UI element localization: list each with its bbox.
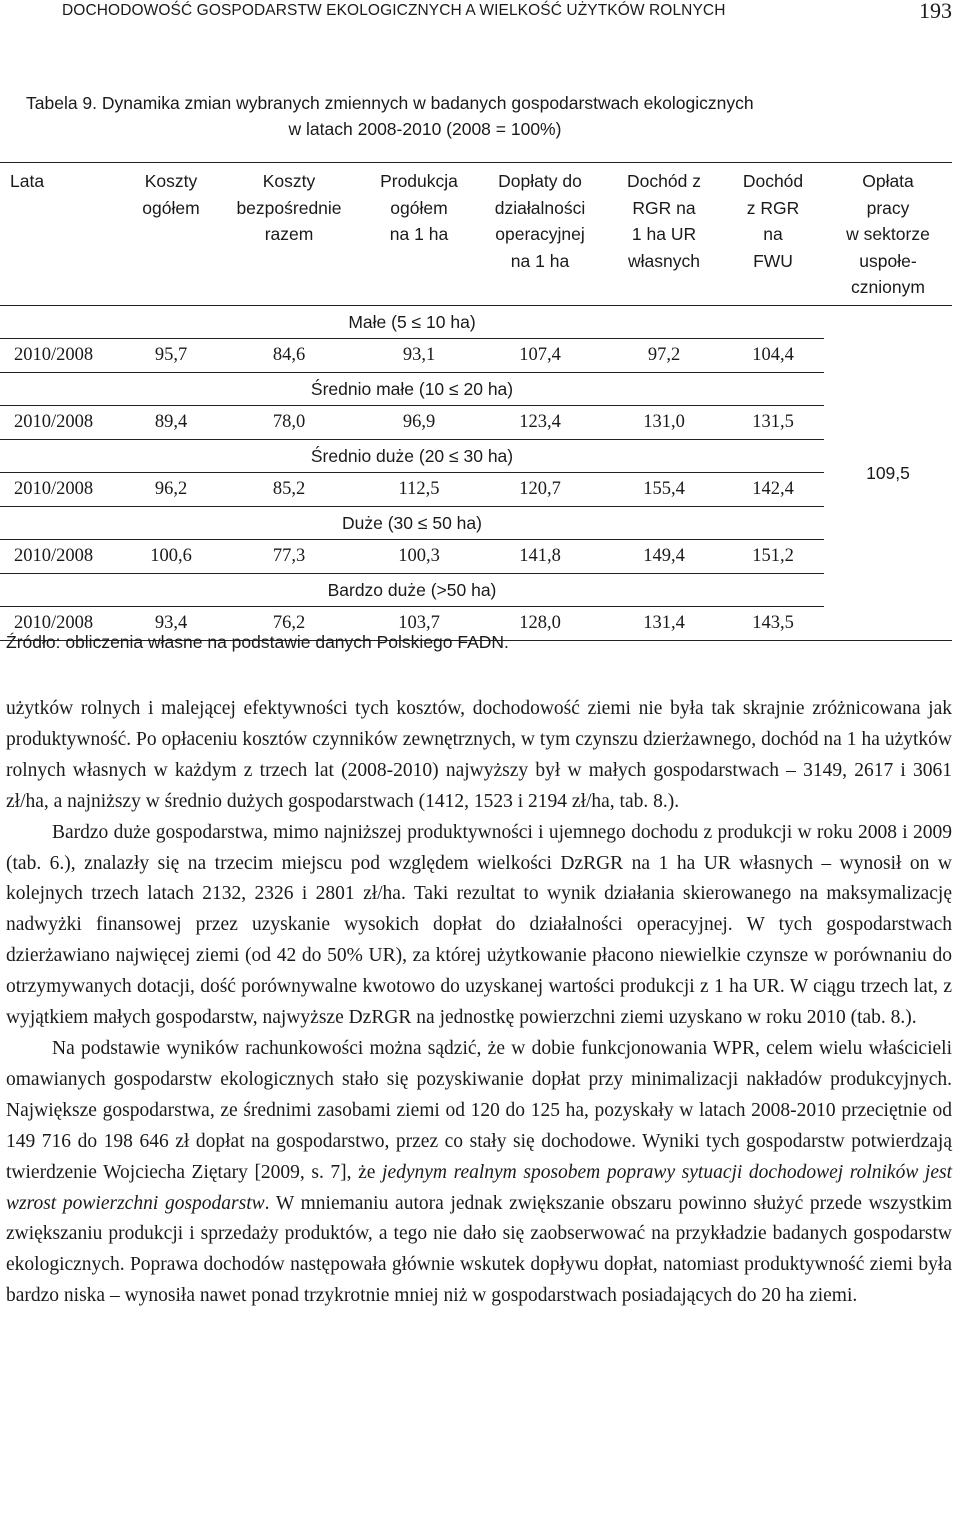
value-cell: 107,4 <box>474 338 606 372</box>
running-header: DOCHODOWOŚĆ GOSPODARSTW EKOLOGICZNYCH A WIELKOŚĆ UŻYTKÓW ROLNYCH <box>62 2 726 19</box>
paragraph-3 <box>6 1034 952 1312</box>
column-header-line: FWU <box>753 250 793 271</box>
value-cell: 128,0 <box>474 606 606 640</box>
value-cell: 141,8 <box>474 539 606 573</box>
column-header-koszty-bezposrednie <box>214 163 364 306</box>
column-header-line: na 1 ha <box>389 224 449 244</box>
group-label: Średnio małe (10 ≤ 20 ha) <box>0 372 824 405</box>
column-header-line: w sektorze <box>846 224 930 244</box>
column-header-line: uspołe- <box>859 250 917 271</box>
table-body <box>0 305 952 640</box>
group-label: Średnio duże (20 ≤ 30 ha) <box>0 439 824 472</box>
year-cell: 2010/2008 <box>0 338 128 372</box>
year-cell: 2010/2008 <box>0 405 128 439</box>
column-header-line: działalności <box>494 197 586 218</box>
value-cell: 151,2 <box>722 539 824 573</box>
value-cell: 95,7 <box>128 338 214 372</box>
value-cell: 77,3 <box>214 539 364 573</box>
column-header-dochod-rgr <box>606 163 722 306</box>
column-header-line: cznionym <box>851 277 925 297</box>
column-header-line: operacyjnej <box>495 224 585 244</box>
column-header-line: Dopłaty do <box>498 171 582 191</box>
year-cell: 2010/2008 <box>0 539 128 573</box>
column-header-line: bezpośrednie <box>236 197 342 218</box>
column-header-line: Opłata <box>862 171 914 191</box>
value-cell: 112,5 <box>364 472 474 506</box>
table-group-row <box>0 372 952 405</box>
value-cell: 84,6 <box>214 338 364 372</box>
table-group-row <box>0 439 952 472</box>
value-cell: 78,0 <box>214 405 364 439</box>
value-cell: 85,2 <box>214 472 364 506</box>
column-header-line: Produkcja <box>380 171 458 191</box>
column-header-doplaty <box>474 163 606 306</box>
value-cell: 96,2 <box>128 472 214 506</box>
value-cell: 100,3 <box>364 539 474 573</box>
value-cell: 96,9 <box>364 405 474 439</box>
value-cell: 143,5 <box>722 606 824 640</box>
table-group-row <box>0 573 952 606</box>
group-label: Duże (30 ≤ 50 ha) <box>0 506 824 539</box>
value-cell: 76,2 <box>214 606 364 640</box>
column-header-line: Dochód <box>742 171 804 191</box>
column-header-line: własnych <box>628 250 700 271</box>
paragraph-2: Bardzo duże gospodarstwa, mimo najniższej produktywności i ujemnego dochodu z produkcji w roku 2008 i 2009 (tab. 6.), znalazły się na trzecim miejscu pod względem wielkości DzRGR na 1 ha UR własnych – wynosił on w kolejnych trzech latach 2132, 2326 i 2801 zł/ha. Taki rezultat to wynik działania skierowanego na maksymalizację nadwyżki finansowej przez uzyskanie wysokich dopłat do działalności operacyjnej. W tych gospodarstwach dzierżawiano najwięcej ziemi (od 42 do 50% UR), za której użytkowanie płacono niewielkie czynsze w porównaniu do otrzymywanych dotacji, dość porównywalne kwotowo do uzyskanej wartości produkcji z 1 ha UR. W ciągu trzech lat, z wyjątkiem małych gospodarstw, najwyższe DzRGR na jednostkę powierzchni ziemi uzyskano w roku 2010 (tab. 8.). <box>6 821 952 1029</box>
table-header-row <box>0 163 952 306</box>
table-row <box>0 338 952 372</box>
column-header-line: Lata <box>10 171 45 191</box>
table-row <box>0 539 952 573</box>
quoted-phrase: jedynym realnym sposobem poprawy sytuacji dochodowej rolników jest wzrost powierzchni gospodarstw <box>6 1161 952 1214</box>
column-header-line: razem <box>264 224 314 244</box>
table-row <box>0 472 952 506</box>
paragraph-3-part-b: . W mniemaniu autora jednak zwiększanie obszaru powinno służyć przede wszystkim zwiększaniu produkcji i sprzedaży produktów, a tego nie dało się zaobserwować na przykładzie badanych gospodarstw ekologicznych. Poprawa dochodów następowała głównie wskutek dopływu dopłat, natomiast produktywność ziemi była bardzo niska – wynosiła nawet ponad trzykrotnie mniej niż w gospodarstwach posiadających do 20 ha ziemi. <box>6 1192 952 1307</box>
value-cell: 123,4 <box>474 405 606 439</box>
table-group-row <box>0 305 952 338</box>
column-header-produkcja <box>364 163 474 306</box>
value-cell: 104,4 <box>722 338 824 372</box>
value-cell: 93,4 <box>128 606 214 640</box>
table-caption-line-1: Tabela 9. Dynamika zmian wybranych zmiennych w badanych gospodarstwach ekologicznych <box>26 93 754 113</box>
paragraph-1: użytków rolnych i malejącej efektywności tych kosztów, dochodowość ziemi nie była tak skrajnie zróżnicowana jak produktywność. Po opłaceniu kosztów czynników zewnętrznych, w tym czynszu dzierżawnego, dochód na 1 ha użytków rolnych własnych w każdym z trzech lat (2008-2010) najwyższy był w małych gospodarstwach – 3149, 2617 i 3061 zł/ha, a najniższy w średnio dużych gospodarstwach (1412, 1523 i 2194 zł/ha, tab. 8.). <box>6 698 952 812</box>
column-header-line: na 1 ha <box>510 250 570 271</box>
value-cell: 142,4 <box>722 472 824 506</box>
column-header-line: RGR na <box>632 197 696 218</box>
group-label: Małe (5 ≤ 10 ha) <box>0 305 824 338</box>
value-cell: 131,4 <box>606 606 722 640</box>
value-cell: 131,0 <box>606 405 722 439</box>
value-cell: 100,6 <box>128 539 214 573</box>
value-cell: 103,7 <box>364 606 474 640</box>
column-header-koszty-ogolem <box>128 163 214 306</box>
group-label: Bardzo duże (>50 ha) <box>0 573 824 606</box>
paragraph-3-part-a: Na podstawie wyników rachunkowości można sądzić, że w dobie funkcjonowania WPR, celem wielu właścicieli omawianych gospodarstw ekologicznych stało się pozyskiwanie dopłat przy minimalizacji nakładów produkcyjnych. Największe gospodarstwa, ze średnimi zasobami ziemi od 120 do 125 ha, pozyskały w latach 2008-2010 przeciętnie od 149 716 do 198 646 zł dopłat na gospodarstwo, przez co stały się dochodowe. Wyniki tych gospodarstw potwierdzają twierdzenie Wojciecha Ziętary [2009, s. 7], że <box>6 1037 952 1183</box>
oplata-value: 109,5 <box>866 462 910 483</box>
column-header-line: z RGR <box>746 197 800 218</box>
column-header-oplata <box>824 163 952 306</box>
table-group-row <box>0 506 952 539</box>
column-header-line: pracy <box>866 197 910 218</box>
column-header-line: Koszty <box>262 171 316 191</box>
value-cell: 89,4 <box>128 405 214 439</box>
column-header-lata <box>0 163 128 306</box>
value-cell: 149,4 <box>606 539 722 573</box>
value-cell: 97,2 <box>606 338 722 372</box>
table-row <box>0 405 952 439</box>
body-text <box>6 694 952 1312</box>
column-header-line: ogółem <box>390 197 448 218</box>
column-header-line: na <box>763 224 783 244</box>
value-cell: 120,7 <box>474 472 606 506</box>
value-cell: 93,1 <box>364 338 474 372</box>
data-table <box>0 162 952 641</box>
table-source-note: Źródło: obliczenia własne na podstawie danych Polskiego FADN. <box>6 632 509 652</box>
column-header-line: 1 ha UR <box>631 224 697 244</box>
table-caption <box>0 90 960 142</box>
column-header-line: ogółem <box>142 197 200 218</box>
value-cell: 131,5 <box>722 405 824 439</box>
oplata-value-cell <box>824 305 952 640</box>
column-header-dochod-fwu <box>722 163 824 306</box>
table-caption-line-2: w latach 2008-2010 (2008 = 100%) <box>288 119 562 139</box>
page-number: 193 <box>919 0 952 23</box>
year-cell: 2010/2008 <box>0 472 128 506</box>
value-cell: 155,4 <box>606 472 722 506</box>
column-header-line: Koszty <box>144 171 198 191</box>
year-cell: 2010/2008 <box>0 606 128 640</box>
column-header-line: Dochód z <box>627 171 701 191</box>
